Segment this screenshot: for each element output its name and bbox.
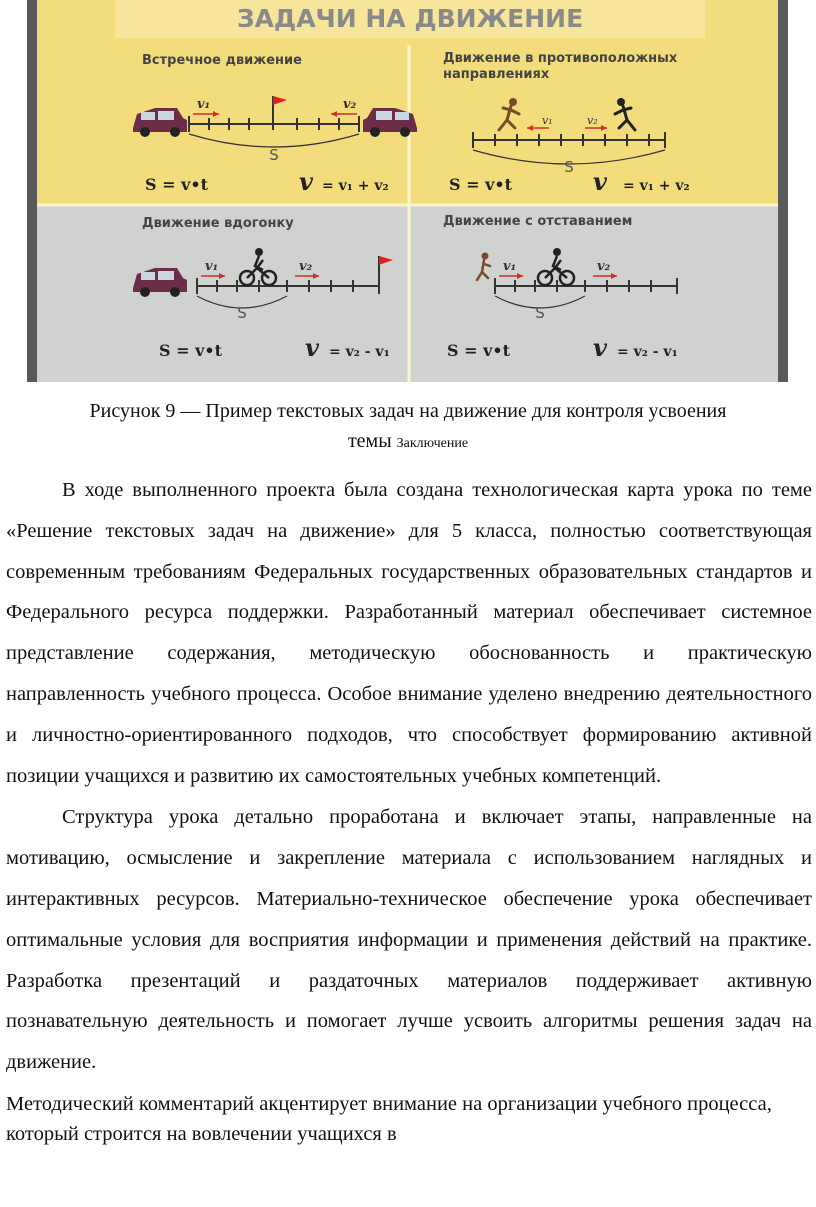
v2-label: v₂ bbox=[587, 114, 598, 127]
motion-tasks-poster bbox=[37, 0, 778, 382]
v2-label: v₂ bbox=[299, 259, 313, 274]
segment-label: S bbox=[535, 304, 545, 322]
panel-title: Движение вдогонку bbox=[142, 216, 294, 231]
segment-label: S bbox=[237, 304, 247, 322]
poster-frame-left bbox=[27, 0, 37, 382]
caption-word: темы bbox=[347, 430, 392, 452]
paragraph: Методический комментарий акцентирует внимание на организации учебного процесса, который строится на вовлечении учащихся в bbox=[6, 1092, 772, 1145]
formula-speed: = v₂ - v₁ bbox=[329, 344, 390, 360]
formula-speed: = v₁ + v₂ bbox=[322, 178, 389, 194]
v1-label: v₁ bbox=[197, 97, 211, 112]
figure-caption bbox=[0, 396, 816, 459]
speed-symbol: v bbox=[593, 167, 607, 196]
formula-distance: S = v•t bbox=[447, 341, 511, 360]
figure bbox=[0, 0, 816, 382]
formula-speed: = v₁ + v₂ bbox=[623, 178, 690, 194]
section-heading: Заключение bbox=[396, 436, 469, 451]
v1-label: v₁ bbox=[205, 259, 219, 274]
segment-label: S bbox=[564, 158, 574, 176]
formula-distance: S = v•t bbox=[145, 175, 209, 194]
poster-illustration bbox=[37, 0, 778, 382]
caption-line bbox=[0, 426, 816, 459]
panel-title: Встречное движение bbox=[142, 53, 302, 68]
document-body bbox=[6, 470, 812, 1149]
panel-title: Движение в противоположных bbox=[443, 51, 678, 66]
v1-label: v₁ bbox=[542, 114, 553, 127]
formula-speed: = v₂ - v₁ bbox=[617, 344, 678, 360]
panel-title: направлениях bbox=[443, 67, 550, 82]
paragraph: В ходе выполненного проекта была создана технологическая карта урока по теме «Решение текстовых задач на движение» для 5 класса, полностью соответствующая современным требованиям Федеральных государственных образовательных стандартов и Федерального ресурса поддержки. Разработанный материал обеспечивает системное представление содержания, методическую обоснованность и практическую направленность учебного процесса. Особое внимание уделено внедрению деятельностного и личностно-ориентированного подходов, что способствует формированию активной позиции учащихся и развитию их самостоятельных учебных компетенций. bbox=[6, 479, 812, 787]
formula-distance: S = v•t bbox=[449, 175, 513, 194]
v1-label: v₁ bbox=[503, 259, 517, 274]
speed-symbol: v bbox=[305, 333, 319, 362]
speed-symbol: v bbox=[299, 167, 313, 196]
caption-line: Рисунок 9 — Пример текстовых задач на движение для контроля усвоения bbox=[89, 400, 727, 422]
segment-label: S bbox=[269, 146, 279, 164]
panel-title: Движение с отставанием bbox=[443, 214, 633, 229]
speed-symbol: v bbox=[593, 333, 607, 362]
formula-distance: S = v•t bbox=[159, 341, 223, 360]
poster-title: ЗАДАЧИ НА ДВИЖЕНИЕ bbox=[236, 4, 584, 33]
poster-frame-right bbox=[778, 0, 788, 382]
v2-label: v₂ bbox=[597, 259, 611, 274]
paragraph: Структура урока детально проработана и включает этапы, направленные на мотивацию, осмысление и закрепление материала с использованием наглядных и интерактивных ресурсов. Материально-техническое обеспечение урока обеспечивает оптимальные условия для восприятия информации и применения действий на практике. Разработка презентаций и раздаточных материалов поддерживает активную познавательную деятельность и помогает лучше усвоить алгоритмы решения задач на движение. bbox=[6, 806, 812, 1074]
v2-label: v₂ bbox=[343, 97, 357, 112]
